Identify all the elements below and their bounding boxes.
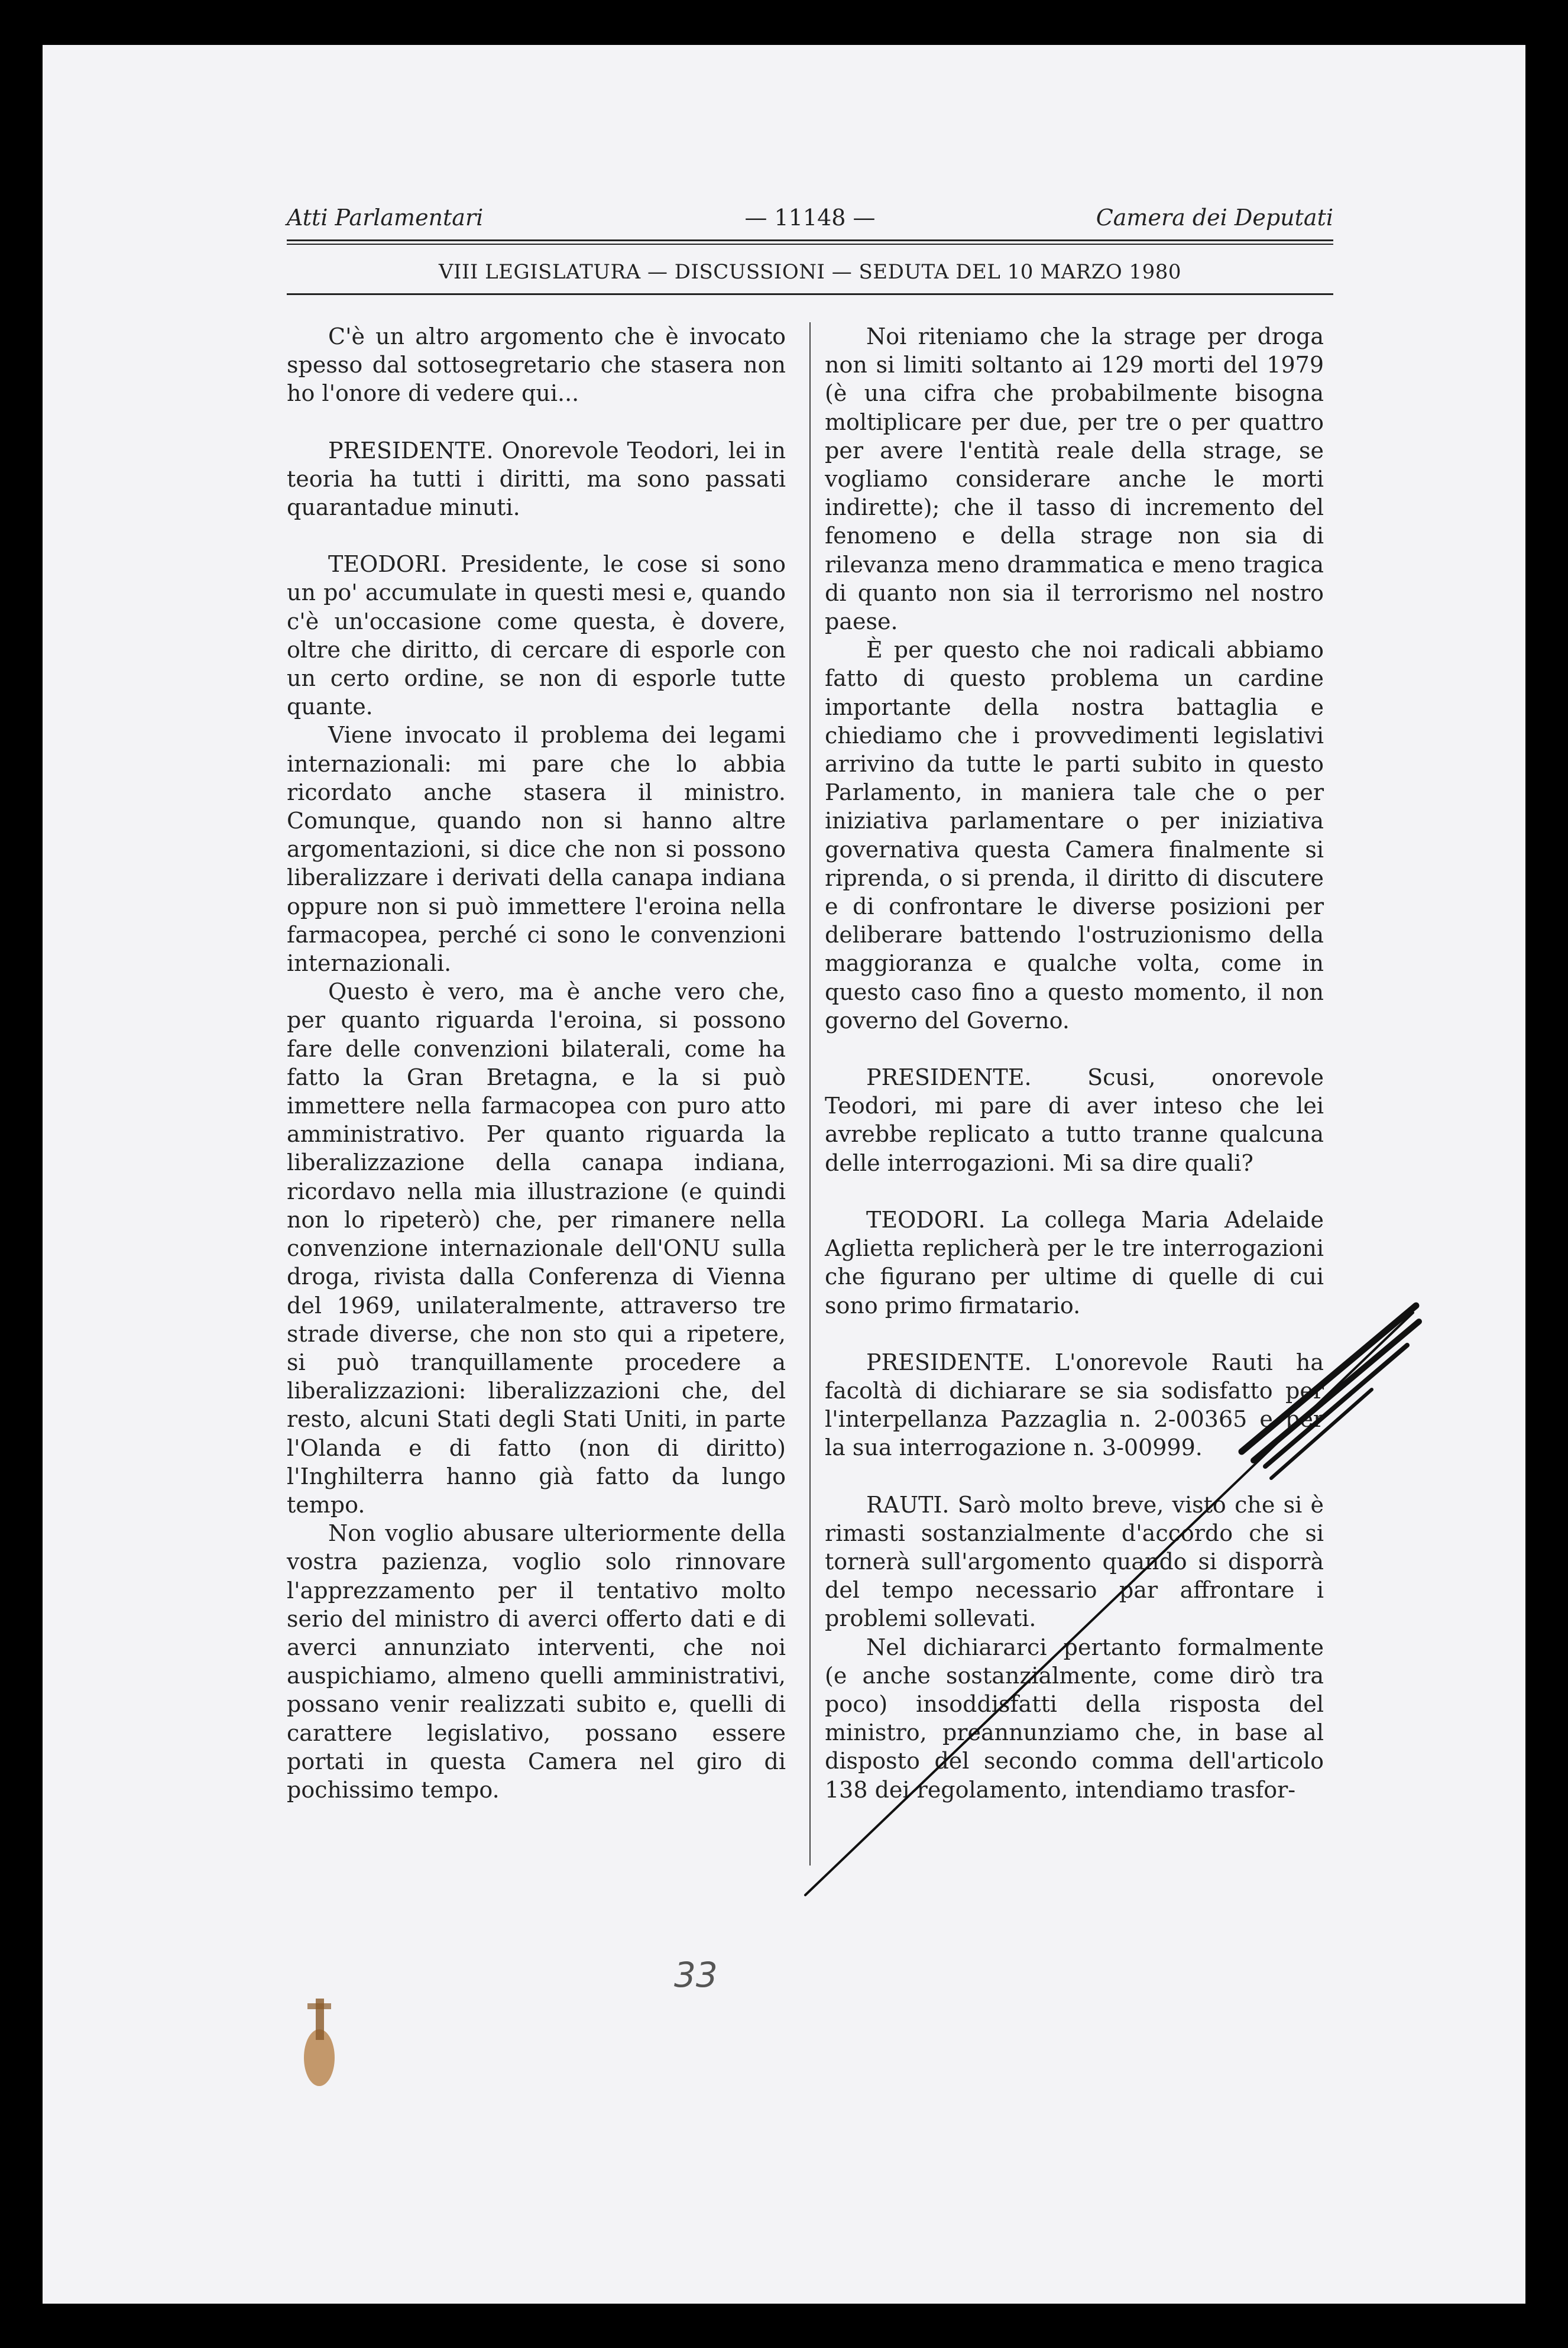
- session-subheader: VIII LEGISLATURA — DISCUSSIONI — SEDUTA DEL 10 MARZO 1980: [438, 260, 1182, 284]
- header-rule: [287, 244, 1333, 245]
- rust-stain-icon: [296, 1993, 343, 2093]
- paragraph: Noi riteniamo che la strage per droga non si limiti soltanto ai 129 morti del 1979 (è una cifra che probabilmente bisogna moltiplicare per due, per tre o per quattro per avere l'entità reale della strage, se vogliamo considerare anche le morti indirette); che il tasso di incremento del fenomeno e della strage non sia di rilevanza meno drammatica e meno tragica di quanto non sia il terrorismo nel nostro paese.: [825, 323, 1324, 635]
- paragraph: È per questo che noi radicali abbiamo fatto di questo problema un cardine importante della nostra battaglia e chiediamo che i provvedimenti legislativi arrivino da tutte le parti subito in questo Parlamento, in maniera tale che o per iniziativa parlamentare o per iniziativa governativa questa Camera finalmente si riprenda, o si prenda, il diritto di discutere e di confrontare le diverse posizioni per deliberare battendo l'ostruzionismo della maggioranza e qualche volta, come in questo caso fino a questo momento, il non governo del Governo.: [825, 637, 1324, 1034]
- paragraph: Nel dichiararci pertanto formalmente (e anche sostanzialmente, come dirò tra poco) insoddisfatti della risposta del ministro, preannunziamo che, in base al disposto del secondo comma dell'articolo 138 dei regolamento, intendiamo trasfor-: [825, 1634, 1324, 1803]
- page-header: [287, 205, 1333, 235]
- paragraph: Non voglio abusare ulteriormente della vostra pazienza, voglio solo rinnovare l'apprezzamento per il tentativo molto serio del ministro di averci offerto dati e di averci annunziato interventi, che noi auspichiamo, almeno quelli amministrativi, possano venir realizzati subito e, quelli di carattere legislativo, possano essere portati in questa Camera nel giro di pochissimo tempo.: [287, 1520, 786, 1803]
- left-column: [287, 322, 786, 1804]
- header-left: Atti Parlamentari: [287, 205, 484, 231]
- subheader-rule: [287, 293, 1333, 295]
- paragraph: Questo è vero, ma è anche vero che, per quanto riguarda l'eroina, si possono fare delle convenzioni bilaterali, come ha fatto la Gran Bretagna, e la si può immettere nella farmacopea con puro atto amministrativo. Per quanto riguarda la liberalizzazione della canapa indiana, ricordavo nella mia illustrazione (e quindi non lo ripeterò) che, per rimanere nella convenzione internazionale dell'ONU sulla droga, rivista dalla Conferenza di Vienna del 1969, unilateralmente, attraverso tre strade diverse, che non sto qui a ripetere, si può tranquillamente procedere a liberalizzazioni: liberalizzazioni che, del resto, alcuni Stati degli Stati Uniti, in parte l'Olanda e di fatto (non di diritto) l'Inghilterra hanno già fatto da lungo tempo.: [287, 979, 786, 1518]
- right-column: [825, 322, 1324, 1804]
- handwritten-page-mark: 33: [674, 1955, 718, 1995]
- header-rule: [287, 239, 1333, 241]
- header-right: Camera dei Deputati: [1096, 205, 1333, 231]
- paragraph: PRESIDENTE. Onorevole Teodori, lei in teoria ha tutti i diritti, ma sono passati quarantadue minuti.: [287, 437, 786, 521]
- paragraph: PRESIDENTE. L'onorevole Rauti ha facoltà di dichiarare se sia sodisfatto per l'interpellanza Pazzaglia n. 2-00365 e per la sua interrogazione n. 3-00999.: [825, 1349, 1324, 1461]
- paragraph: TEODORI. Presidente, le cose si sono un po' accumulate in questi mesi e, quando c'è un'occasione come questa, è dovere, oltre che diritto, di cercare di esporle con un certo ordine, se non di esporle tutte quante.: [287, 551, 786, 720]
- page-number: — 11148 —: [744, 205, 876, 231]
- paragraph: PRESIDENTE. Scusi, onorevole Teodori, mi pare di aver inteso che lei avrebbe replicato a tutto tranne qualcuna delle interrogazioni. Mi sa dire quali?: [825, 1064, 1324, 1176]
- column-divider: [809, 322, 811, 1866]
- paragraph: Viene invocato il problema dei legami internazionali: mi pare che lo abbia ricordato anche stasera il ministro. Comunque, quando non si hanno altre argomentazioni, si dice che non si possono liberalizzare i derivati della canapa indiana oppure non si può immettere l'eroina nella farmacopea, perché ci sono le convenzioni internazionali.: [287, 722, 786, 977]
- paragraph: RAUTI. Sarò molto breve, visto che si è rimasti sostanzialmente d'accordo che si tornerà sull'argomento quando si disporrà del tempo necessario par affrontare i problemi sollevati.: [825, 1491, 1324, 1632]
- paragraph: C'è un altro argomento che è invocato spesso dal sottosegretario che stasera non ho l'onore di vedere qui...: [287, 323, 786, 407]
- paragraph: TEODORI. La collega Maria Adelaide Aglietta replicherà per le tre interrogazioni che figurano per ultime di quelle di cui sono primo firmatario.: [825, 1206, 1324, 1319]
